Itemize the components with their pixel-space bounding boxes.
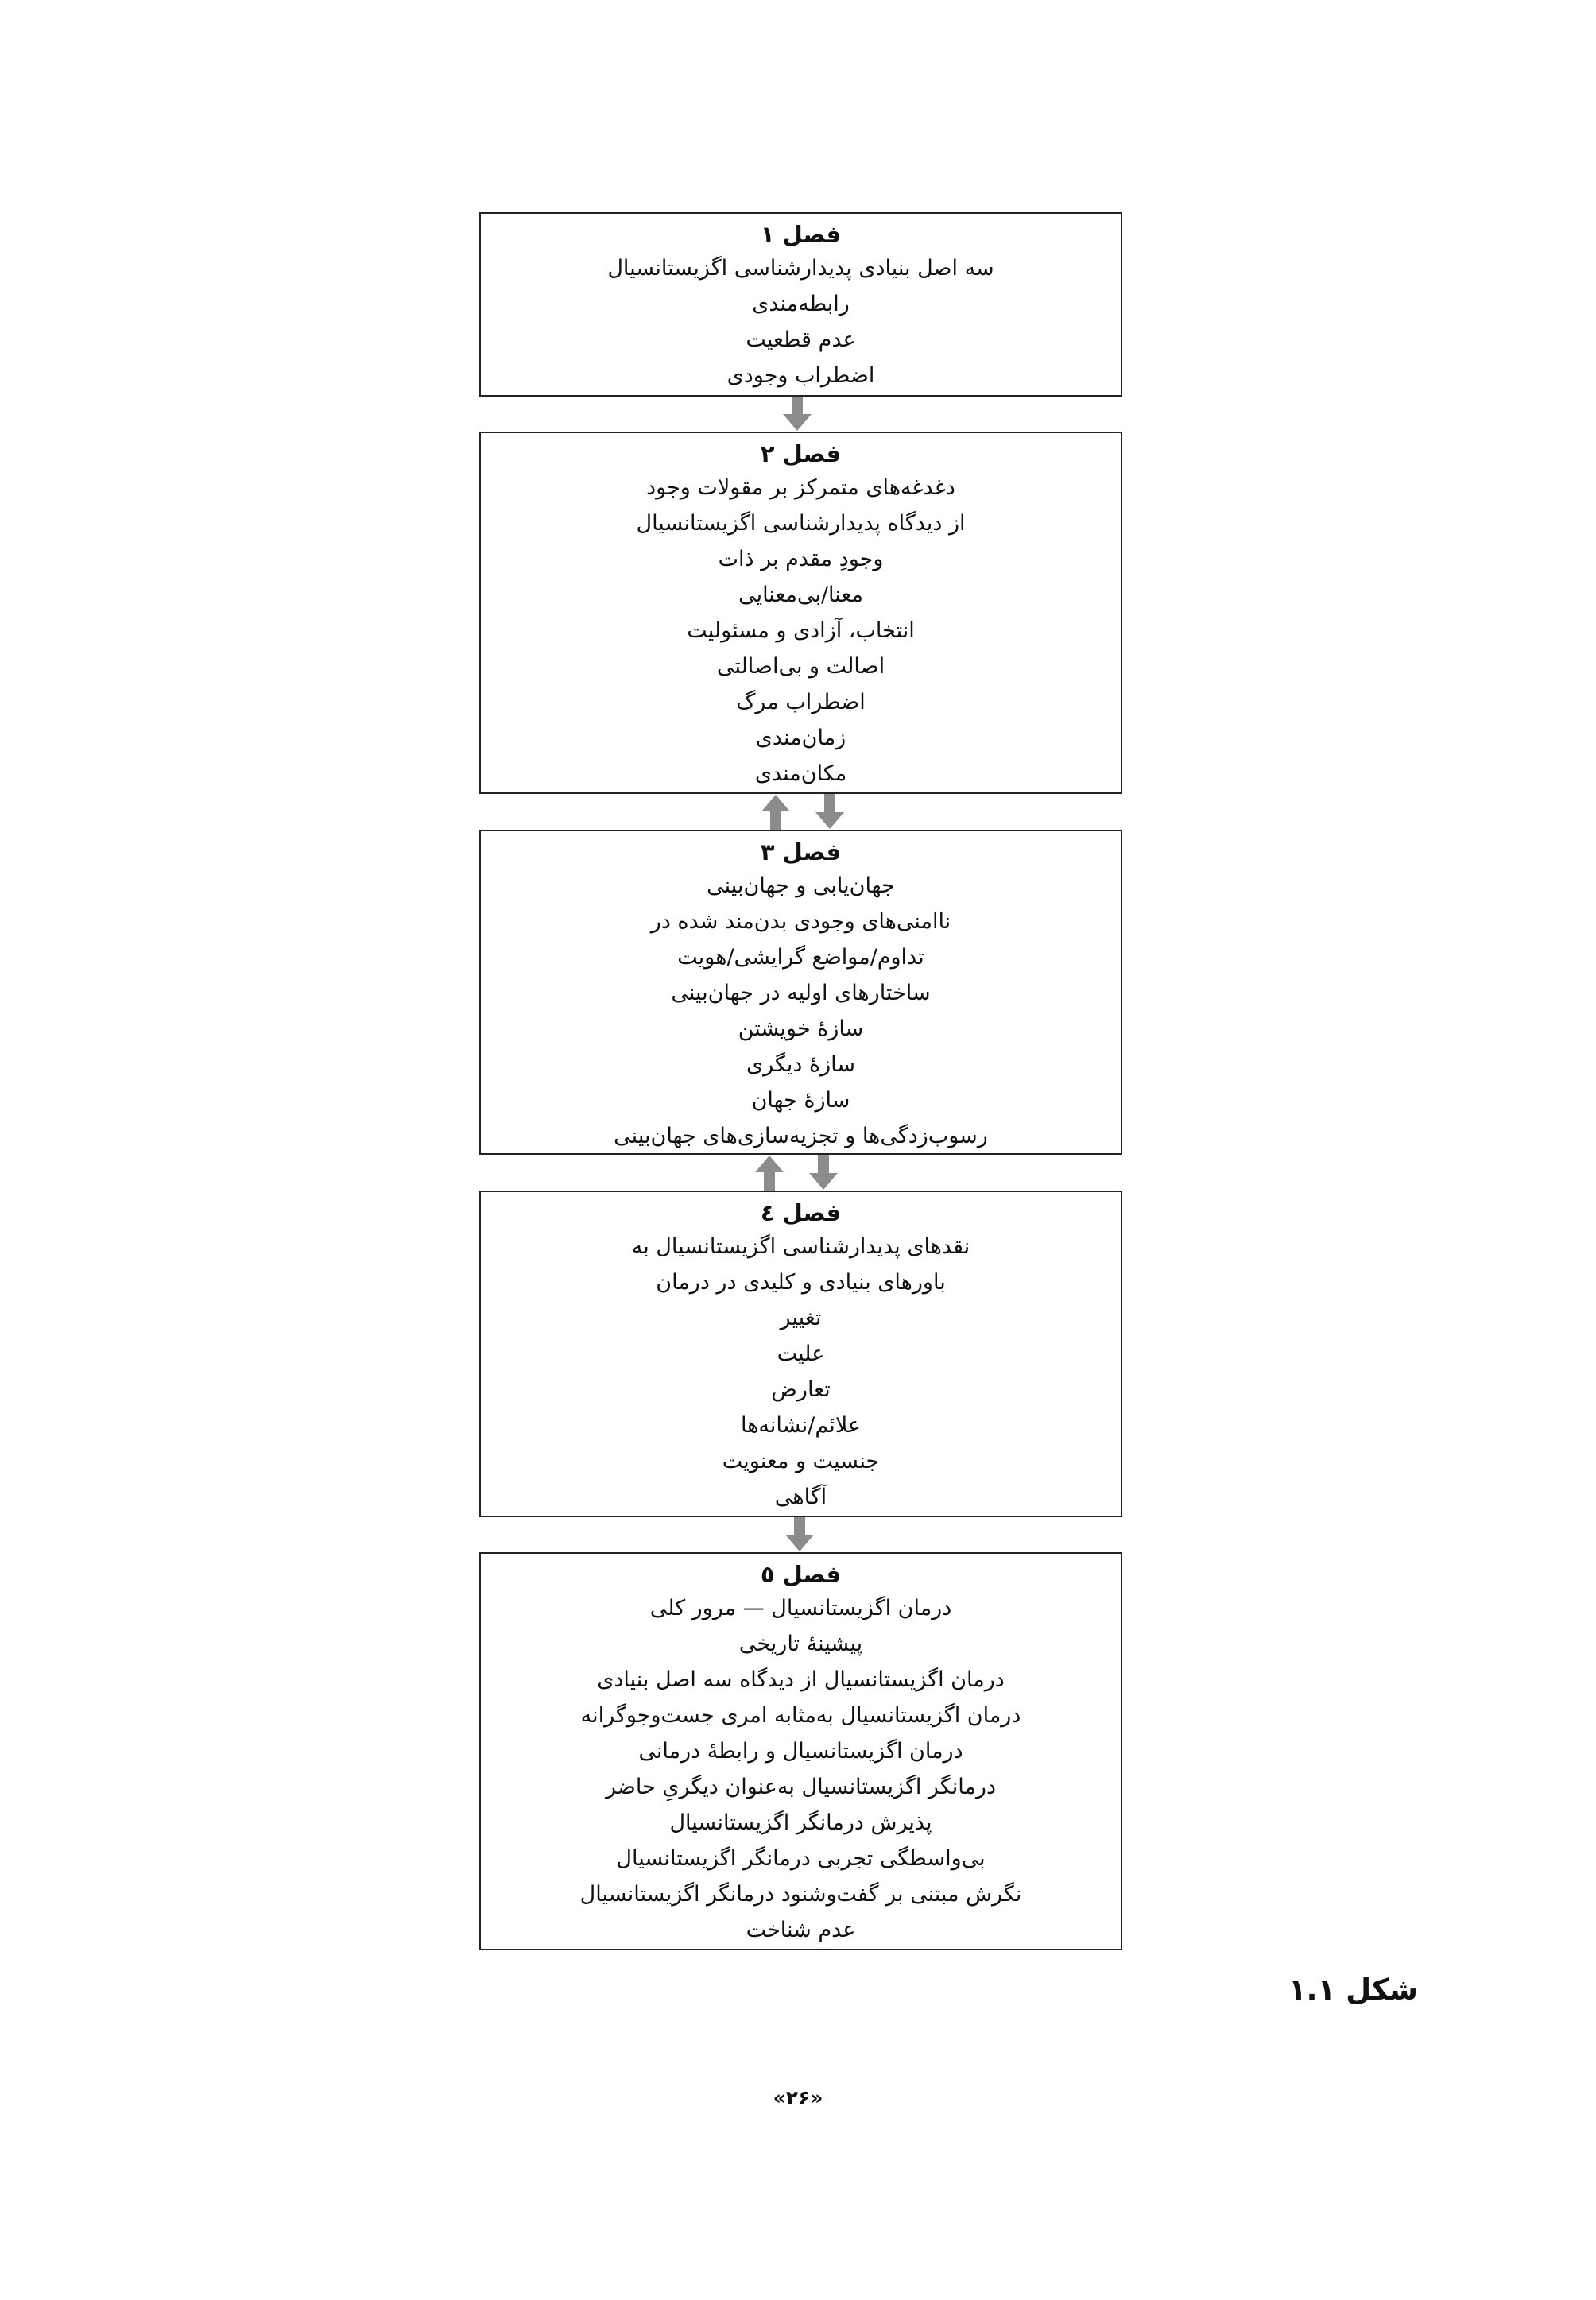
chapter-4-item: علیت: [777, 1342, 825, 1366]
chapter-5-item: درمان اگزیستانسیال — مرور کلی: [649, 1596, 952, 1620]
chapter-3-item: ساختارهای اولیه در جهان‌بینی: [671, 981, 931, 1005]
chapter-5-item: درمان اگزیستانسیال به‌مثابه امری جست‌وجوگرانه: [580, 1703, 1021, 1728]
chapter-5-item: درمان اگزیستانسیال از دیدگاه سه اصل بنیادی: [597, 1667, 1005, 1692]
chapter-2-item: انتخاب، آزادی و مسئولیت: [687, 618, 915, 643]
chapter-4-box: [479, 1191, 1122, 1517]
chapter-3-item: جهان‌یابی و جهان‌بینی: [707, 873, 895, 898]
chapter-3-title: فصل ۳: [760, 838, 842, 865]
chapter-2-item: از دیدگاه پدیدارشناسی اگزیستانسیال: [636, 511, 966, 536]
chapter-1-box: [479, 212, 1122, 397]
chapter-1-item: سه اصل بنیادی پدیدارشناسی اگزیستانسیال: [607, 256, 994, 281]
chapter-5-item: درمانگر اگزیستانسیال به‌عنوان دیگریِ حاضر: [606, 1775, 996, 1799]
chapter-3-item: سازهٔ جهان: [751, 1088, 850, 1113]
chapter-4-item: نقدهای پدیدارشناسی اگزیستانسیال به: [631, 1234, 970, 1259]
page-number: «۲۶»: [773, 2086, 823, 2109]
figure-caption: شکل ۱.۱: [1288, 1973, 1418, 2007]
chapter-3-item: رسوب‌زدگی‌ها و تجزیه‌سازی‌های جهان‌بینی: [614, 1124, 988, 1148]
chapter-2-item: زمان‌مندی: [755, 726, 846, 750]
chapter-1-item: عدم قطعیت: [746, 327, 856, 352]
arrow-down-2-3: [814, 794, 846, 830]
chapter-3-item: سازهٔ خویشتن: [738, 1016, 864, 1041]
chapter-4-item: آگاهی: [774, 1485, 827, 1509]
chapter-2-item: اصالت و بی‌اصالتی: [716, 654, 885, 679]
chapter-1-title: فصل ۱: [760, 221, 842, 248]
chapter-5-item: درمان اگزیستانسیال و رابطهٔ درمانی: [638, 1739, 963, 1764]
chapter-3-item: تداوم/مواضع گرایشی/هویت: [677, 945, 924, 970]
chapter-5-item: عدم شناخت: [746, 1918, 856, 1942]
chapter-2-box: [479, 432, 1122, 794]
chapter-4-item: باورهای بنیادی و کلیدی در درمان: [656, 1270, 946, 1295]
chapter-3-box: [479, 830, 1122, 1155]
arrow-down-1-2: [781, 397, 813, 432]
chapter-2-item: مکان‌مندی: [754, 761, 847, 786]
arrow-down-3-4: [808, 1155, 839, 1191]
chapter-3-item: ناامنی‌های وجودی بدن‌مند شده در: [650, 909, 951, 934]
arrow-down-4-5: [784, 1517, 815, 1552]
chapter-4-item: تغییر: [780, 1306, 822, 1330]
chapter-2-title: فصل ۲: [760, 440, 842, 467]
chapter-1-item: رابطه‌مندی: [752, 292, 850, 316]
chapter-5-item: بی‌واسطگی تجربی درمانگر اگزیستانسیال: [616, 1846, 986, 1871]
chapter-4-item: تعارض: [771, 1377, 831, 1402]
chapter-5-item: پذیرش درمانگر اگزیستانسیال: [669, 1810, 932, 1835]
chapter-2-item: وجودِ مقدم بر ذات: [718, 547, 884, 571]
chapter-5-box: [479, 1552, 1122, 1950]
chapter-4-title: فصل ٤: [760, 1199, 842, 1226]
chapter-5-item: پیشینهٔ تاریخی: [738, 1632, 863, 1656]
chapter-4-item: علائم/نشانه‌ها: [740, 1413, 862, 1438]
arrow-up-3-2: [760, 794, 792, 830]
chapter-2-item: اضطراب مرگ: [736, 690, 866, 714]
chapter-5-item: نگرش مبتنی بر گفت‌وشنود درمانگر اگزیستانسیال: [579, 1882, 1022, 1907]
chapter-1-item: اضطراب وجودی: [726, 363, 875, 388]
chapter-4-item: جنسیت و معنویت: [722, 1449, 880, 1473]
chapter-3-item: سازهٔ دیگری: [746, 1052, 856, 1077]
chapter-5-title: فصل ٥: [760, 1561, 842, 1588]
chapter-2-item: معنا/بی‌معنایی: [738, 583, 863, 607]
arrow-up-4-3: [753, 1155, 785, 1191]
chapter-2-item: دغدغه‌های متمرکز بر مقولات وجود: [646, 475, 955, 500]
